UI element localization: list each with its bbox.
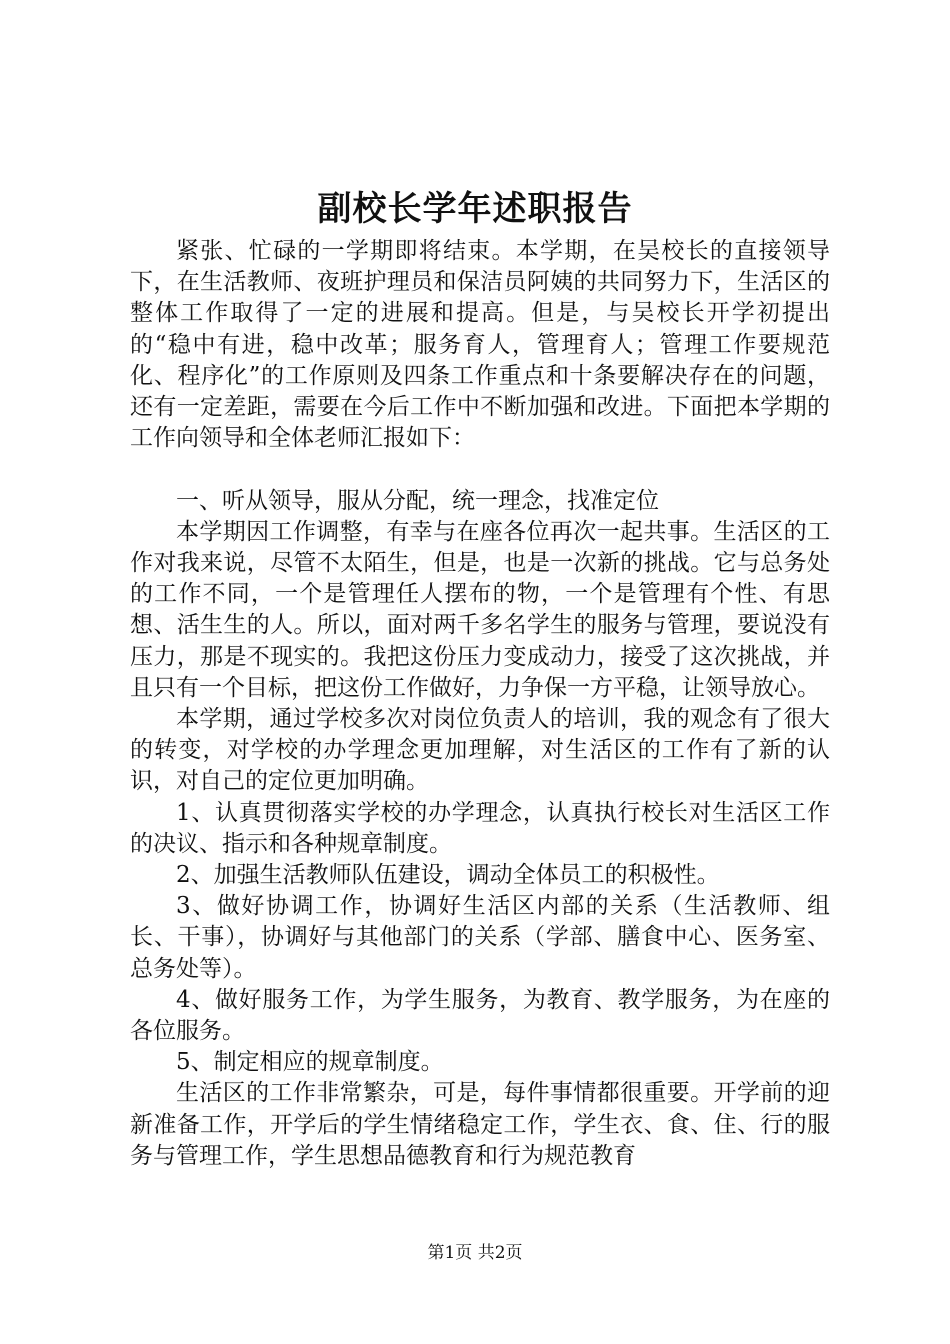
section-heading-1: 一、听从领导，服从分配，统一理念，找准定位 [176,487,659,514]
list-item-5: 5、制定相应的规章制度。 [176,1049,444,1076]
document-title: 副校长学年述职报告 [317,189,633,229]
page-number-footer: 第1页 共2页 [427,1243,523,1263]
paragraph-gap [130,454,830,485]
document-body [130,236,830,1172]
list-item-2: 2、加强生活教师队伍建设，调动全体员工的积极性。 [176,862,720,889]
list-item-3: 3、做好协调工作，协调好生活区内部的关系（生活教师、组长、干事），协调好与其他部门的关系（学部、膳食中心、医务室、总务处等）。 [130,893,830,982]
list-item-4: 4、做好服务工作，为学生服务，为教育、教学服务，为在座的各位服务。 [130,986,830,1045]
paragraph-training: 本学期，通过学校多次对岗位负责人的培训，我的观念有了很大的转变，对学校的办学理念更加理解，对生活区的工作有了新的认识，对自己的定位更加明确。 [130,706,830,795]
paragraph-living-area: 生活区的工作非常繁杂，可是，每件事情都很重要。开学前的迎新准备工作，开学后的学生情绪稳定工作，学生衣、食、住、行的服务与管理工作，学生思想品德教育和行为规范教育 [130,1080,830,1169]
paragraph-new-challenge: 本学期因工作调整，有幸与在座各位再次一起共事。生活区的工作对我来说，尽管不太陌生，但是，也是一次新的挑战。它与总务处的工作不同，一个是管理任人摆布的物，一个是管理有个性、有思想、活生生的人。所以，面对两千多名学生的服务与管理，要说没有压力，那是不现实的。我把这份压力变成动力，接受了这次挑战，并且只有一个目标，把这份工作做好，力争保一方平稳，让领导放心。 [130,518,830,701]
list-item-1: 1、认真贯彻落实学校的办学理念，认真执行校长对生活区工作的决议、指示和各种规章制度。 [130,799,830,857]
paragraph-intro: 紧张、忙碌的一学期即将结束。本学期，在吴校长的直接领导下，在生活教师、夜班护理员和保洁员阿姨的共同努力下，生活区的整体工作取得了一定的进展和提高。但是，与吴校长开学初提出的“稳中有进，稳中改革；服务育人，管理育人；管理工作要规范化、程序化”的工作原则及四条工作重点和十条要解决存在的问题，还有一定差距，需要在今后工作中不断加强和改进。下面把本学期的工作向领导和全体老师汇报如下： [130,238,830,452]
